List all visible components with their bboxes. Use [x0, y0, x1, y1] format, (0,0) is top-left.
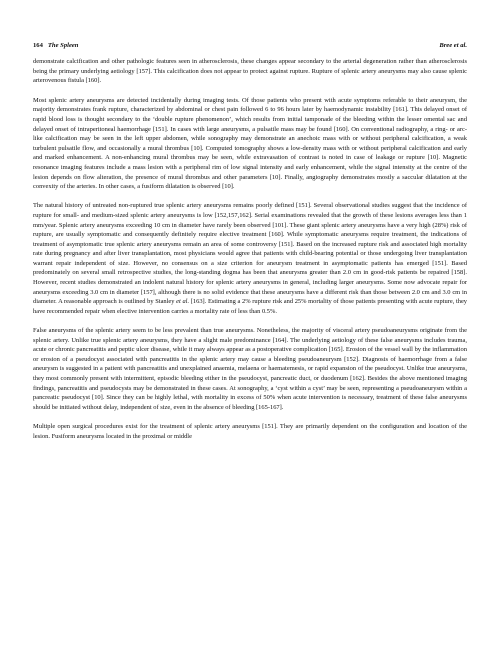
paragraph-calcification: demonstrate calcification and other pathologic features seen in atherosclerosis, these changes appear secondary to the arterial degeneration rather than atherosclerosis being the primary underlying aetiology [157]. This calcification does not appear to protect against rupture. Rupture of splenic artery aneurysms may also cause splenic arterovenous fistula [160].	[33, 58, 467, 85]
author-stanley: Stanley	[155, 298, 175, 306]
natural-history-text: The natural history of untreated non-ruptured true splenic artery aneurysms remains poorly defined [151]. Several observational studies suggest that the incidence of rupture for small- and medium-sized splenic artery aneurysms is low [152,157,162]. Serial examinations revealed that the growth of these lesions averages less than 1 mm/year. Splenic artery aneurysms exceeding 10 cm in diameter have rarely been observed [101]. These giant splenic artery aneurysms have a very high (28%) risk of rupture, are usually symptomatic and consequently definitely require elective treatment [160]. While symptomatic aneurysms require treatment, the indications of treatment of asymptomatic true splenic artery aneurysms remain an area of some controversy [151]. Based on the increased rupture risk and associated high mortality rate during pregnancy and after liver transplantation, most physicians would agree that patients with child-bearing potential or those undergoing liver transplantation warrant repair independent of size. However, no consensus on a size criterion for aneurysm treatment in asymptomatic patients has emerged [151]. Based predominately on several small retrospective studies, the long-standing dogma has been that aneurysms greater than 2.0 cm in good-risk patients be repaired [158]. However, recent studies demonstrated an indolent natural history for splenic artery aneurysms in general, including larger aneurysms. Some now advocate repair for aneurysms exceeding 3.0 cm in diameter [157], although there is no solid evidence that these aneurysms have a different risk than those between 2.0 cm and 3.0 cm in diameter. A reasonable approach is outlined by	[33, 202, 467, 306]
page-number: 164	[33, 42, 43, 49]
journal-title: The Spleen	[47, 42, 79, 49]
header-left	[33, 40, 78, 52]
paragraph-false-aneurysms: False aneurysms of the splenic artery seem to be less prevalent than true aneurysms. Nonetheless, the majority of visceral artery pseudoaneurysms originate from the splenic artery. Unlike true splenic artery aneurysms, they have a slight male predominance [164]. The underlying aetiology of these false aneurysms includes trauma, acute or chronic pancreatitis and peptic ulcer disease, while it may always appear as a postoperative complication [165]. Erosion of the vessel wall by the inflammation or erosion of a pseudocyst associated with pancreatitis in the splenic artery may cause a bleeding pseudoaneurysm [152]. Diagnosis of haemorrhage from a false aneurysm is suggested in a patient with pancreatitis and unexplained anaemia, melaena or haematemesis, or rapid expansion of the pseudocyst. Unlike true aneurysms, they most commonly present with intermittent, episodic bleeding either in the pseudocyst, pancreatic duct, or duodenum [162]. Besides the above mentioned imaging findings, pancreatitis and pseudocysts may be demonstrated in these cases. At sonography, a ‘cyst within a cyst’ may be seen, representing a pseudoaneurysm within a pancreatic pseudocyst [10]. Since they can be highly lethal, with mortality in excess of 50% when acute intervention is necessary, treatment of these false aneurysms should be initiated without delay, independent of size, even in the absence of bleeding [165-167].	[33, 327, 467, 411]
natural-history-tail: [163]. Estimating a 2% rupture risk and 25% mortality of those patients presenting with acute rupture, they have recommended repair when elective intervention carries a mortality rate of less than 0.5%.	[33, 298, 468, 315]
header-authors: Bree et al.	[439, 42, 467, 49]
paragraph-surgical-procedures: Multiple open surgical procedures exist for the treatment of splenic artery aneurysms [151]. They are primarily dependent on the configuration and location of the lesion. Fusiform aneurysms located in the proximal or middle	[33, 422, 467, 440]
paragraph-presentation-imaging: Most splenic artery aneurysms are detected incidentally during imaging tests. Of those patients who present with acute symptoms referable to their aneurysm, the majority demonstrates frank rupture, characterized by abdominal or chest pain followed 6 to 96 hours later by haemodynamic instability [161]. This delayed onset of rapid blood loss is thought secondary to the ‘double rupture phenomenon’, which results from initial tamponade of the bleeding within the lesser omental sac and delayed onset of intraperitoneal haemorrhage [151]. In cases with large aneurysms, a pulsatile mass may be found [160]. On conventional radiography, a ring- or arc-like calcification may be seen in the left upper abdomen, while sonography may demonstrate an anechoic mass with or without peripheral calcification, a weak turbulent pulsatile flow, and occasionally a mural thrombus [10]. Computed tomography shows a low-density mass with or without peripheral calcification and early and marked enhancement. A non-enhancing mural thrombus may be seen, while extravasation of contrast is noted in case of leakage or rupture [10]. Magnetic resonance imaging features include a mass lesion with a peripheral rim of low signal intensity and early enhancement, while the signal intensity at the centre of the lesion depends on flow alteration, the presence of mural thrombus and other parameters [10]. Finally, angiography demonstrates mostly a saccular dilatation at the convexity of the arteries. In other cases, a fusiform dilatation is observed [10].	[33, 96, 467, 191]
running-header	[33, 40, 467, 52]
et-al-italic: et al.	[176, 298, 190, 306]
paragraph-natural-history	[33, 201, 467, 316]
article-body	[33, 57, 467, 451]
